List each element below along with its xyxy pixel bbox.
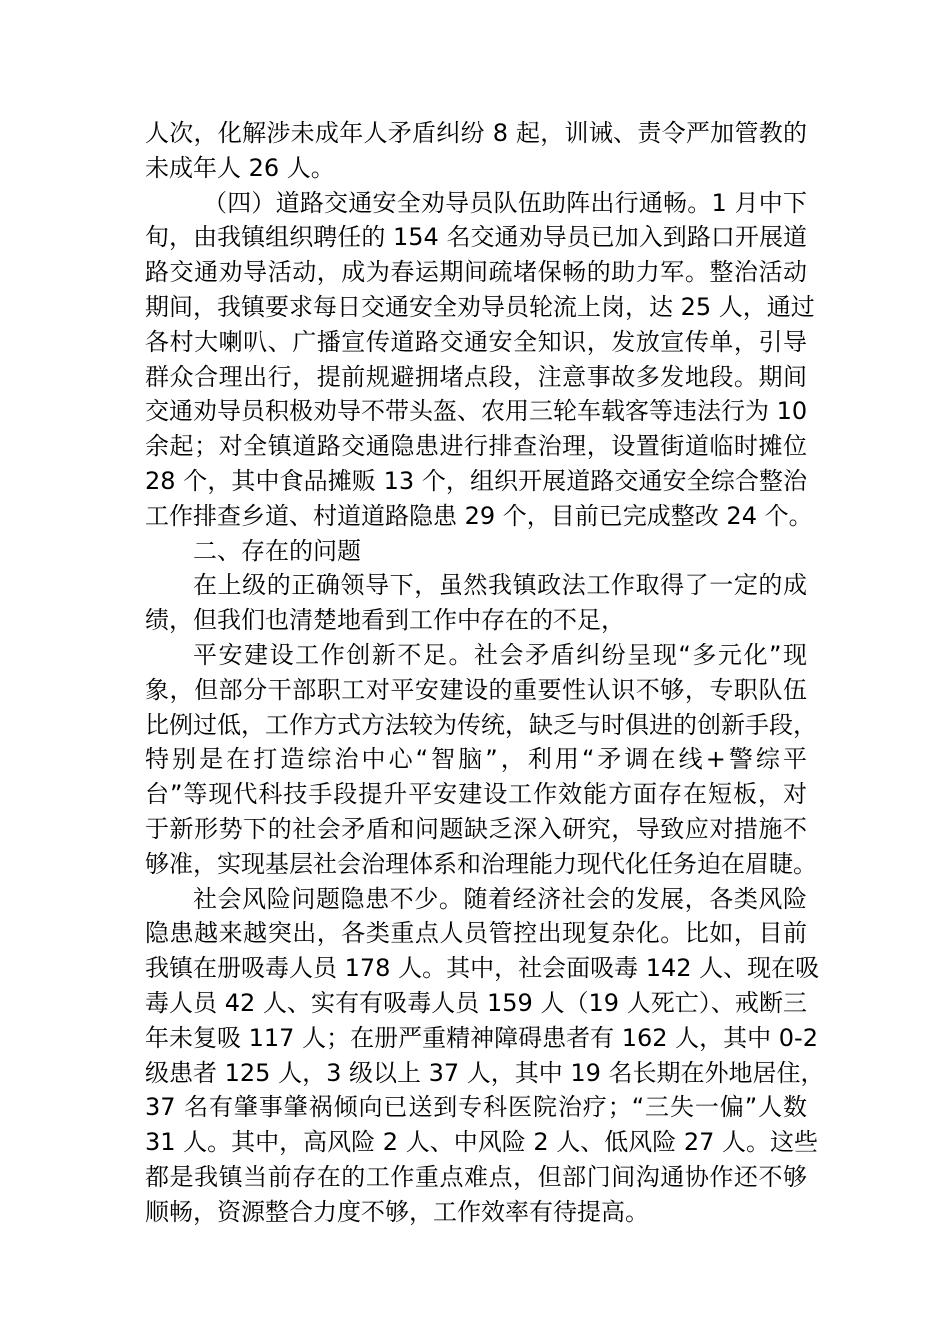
section-heading: （四）道路交通安全劝导员队伍助阵出行通畅。1 月中下 [203,188,807,217]
section-heading: 二、存在的问题 [193,536,361,565]
text-line: 特别是在打造综治中心“智脑”，利用“矛调在线+警综平 [145,745,807,774]
text-line: 都是我镇当前存在的工作重点难点，但部门间沟通协作还不够 [145,1162,807,1191]
text-line: 平安建设工作创新不足。社会矛盾纠纷呈现“多元化”现 [193,640,807,669]
text-line: 交通劝导员积极劝导不带头盔、农用三轮车载客等违法行为 10 [145,397,808,426]
text-line: 我镇在册吸毒人员 178 人。其中，社会面吸毒 142 人、现在吸 [145,954,820,983]
text-line: 毒人员 42 人、实有有吸毒人员 159 人（19 人死亡）、戒断三 [145,988,807,1017]
text-line: 各村大喇叭、广播宣传道路交通安全知识，发放宣传单，引导 [145,327,807,356]
text-line: 社会风险问题隐患不少。随着经济社会的发展，各类风险 [193,884,807,913]
document-body [145,116,825,1230]
text-line: 台”等现代科技手段提升平安建设工作效能方面存在短板，对 [145,780,807,809]
text-line: 在上级的正确领导下，虽然我镇政法工作取得了一定的成 [193,571,807,600]
text-line: 够准，实现基层社会治理体系和治理能力现代化任务迫在眉睫。 [145,849,817,878]
text-line: 年未复吸 117 人；在册严重精神障碍患者有 162 人，其中 0-2 [145,1023,818,1052]
text-line: 象，但部分干部职工对平安建设的重要性认识不够，专职队伍 [145,675,807,704]
text-line: 未成年人 26 人。 [145,153,335,182]
text-line: 工作排查乡道、村道道路隐患 29 个，目前已完成整改 24 个。 [145,501,813,530]
text-line: 于新形势下的社会矛盾和问题缺乏深入研究，导致应对措施不 [145,814,807,843]
text-line: 人次，化解涉未成年人矛盾纠纷 8 起，训诫、责令严加管教的 [145,119,807,147]
text-line: 绩，但我们也清楚地看到工作中存在的不足， [145,606,625,635]
text-line: 顺畅，资源整合力度不够，工作效率有待提高。 [145,1197,649,1226]
text-line: 级患者 125 人，3 级以上 37 人，其中 19 名长期在外地居住， [145,1058,825,1087]
text-line: 37 名有肇事肇祸倾向已送到专科医院治疗；“三失一偏”人数 [145,1093,807,1122]
text-line: 群众合理出行，提前规避拥堵点段，注意事故多发地段。期间 [145,362,807,391]
text-line: 余起；对全镇道路交通隐患进行排查治理，设置街道临时摊位 [145,432,807,461]
text-line: 比例过低，工作方式方法较为传统，缺乏与时俱进的创新手段， [145,710,817,739]
text-line: 28 个，其中食品摊贩 13 个，组织开展道路交通安全综合整治 [145,466,807,495]
text-line: 期间，我镇要求每日交通安全劝导员轮流上岗，达 25 人，通过 [145,292,815,321]
text-line: 旬，由我镇组织聘任的 154 名交通劝导员已加入到路口开展道 [145,223,807,252]
text-line: 隐患越来越突出，各类重点人员管控出现复杂化。比如，目前 [145,919,807,948]
text-line: 路交通劝导活动，成为春运期间疏堵保畅的助力军。整治活动 [145,258,807,287]
text-line: 31 人。其中，高风险 2 人、中风险 2 人、低风险 27 人。这些 [145,1128,819,1157]
